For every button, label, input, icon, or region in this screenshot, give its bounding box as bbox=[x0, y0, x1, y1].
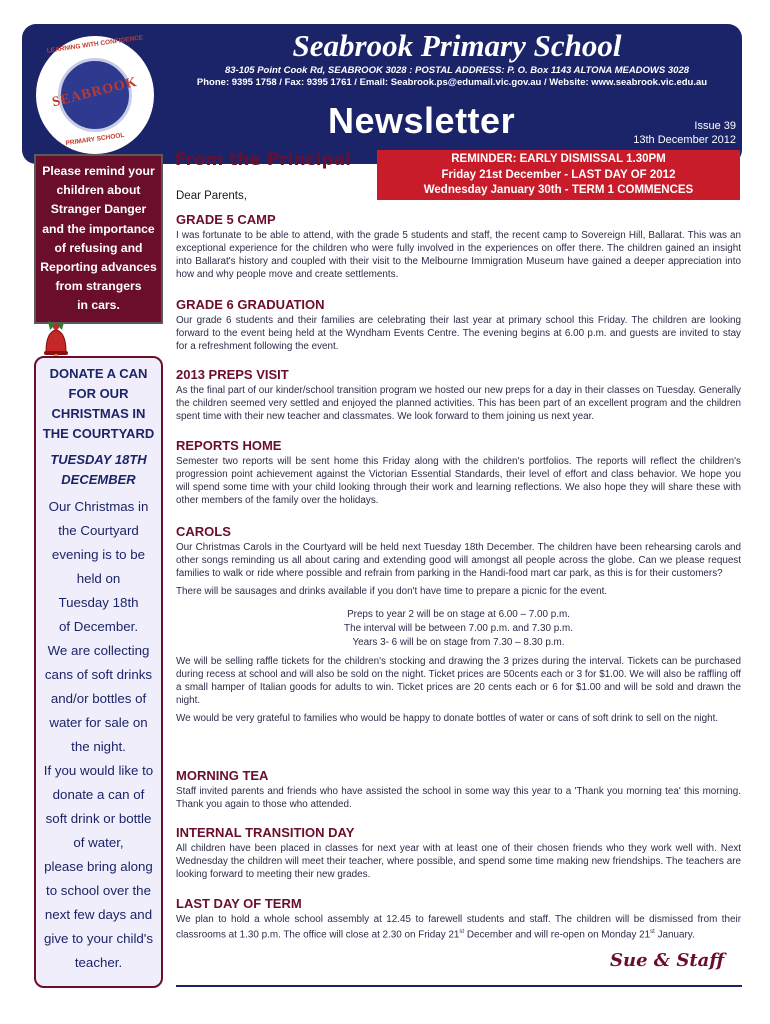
reminder-line: Wednesday January 30th - TERM 1 COMMENCES bbox=[423, 184, 694, 196]
donate-heading-line: FOR OUR bbox=[68, 386, 129, 401]
donate-body-line: Our Christmas in bbox=[48, 499, 149, 514]
last-day-text: December and will re-open on Monday 21 bbox=[464, 929, 651, 941]
section-title: CAROLS bbox=[176, 524, 231, 539]
reminder-line: REMINDER: EARLY DISMISSAL 1.30PM bbox=[451, 153, 666, 165]
section-text: Our grade 6 students and their families are celebrating their last year at primary school this Friday. The children are looking forward to the event being held at the Wyndham Events Centre. The evening begins at 6.00 p.m. and guests are invited to stay for a refreshment following the event. bbox=[176, 315, 741, 352]
carols-time: Preps to year 2 will be on stage at 6.00 – 7.00 p.m. bbox=[347, 609, 570, 620]
salutation: Dear Parents, bbox=[176, 190, 247, 202]
school-name: Seabrook Primary School bbox=[292, 28, 622, 63]
remind-line: Please remind your bbox=[42, 164, 155, 178]
section-text: We will be selling raffle tickets for the children's stocking and drawing the 3 prizes during the interval. Tickets can be purchased during recess at school and will also be sold on the night. Ticket prices are 50cents each or 3 for $1.00. We will also be raffling off a small hamper of Italian goods for adults to win. Ticket prices are 20 cents each or 6 for $1.00 and will be sold and drawn the night. bbox=[176, 656, 741, 706]
school-address: 83-105 Point Cook Rd, SEABROOK 3028 : POSTAL ADDRESS: P. O. Box 1143 ALTONA MEADOWS 3028 bbox=[224, 65, 690, 76]
section-title: GRADE 6 GRADUATION bbox=[176, 297, 325, 312]
issue-date: 13th December 2012 bbox=[633, 134, 736, 146]
carols-time: Years 3- 6 will be on stage from 7.30 – 8.30 p.m. bbox=[352, 637, 565, 648]
remind-line: of refusing and bbox=[54, 240, 143, 255]
section-text bbox=[176, 913, 741, 941]
principal-heading: From the Principal bbox=[175, 150, 352, 170]
section-title: 2013 PREPS VISIT bbox=[176, 367, 289, 382]
section-title: MORNING TEA bbox=[176, 768, 269, 783]
donate-body-line: teacher. bbox=[74, 955, 123, 970]
section-title: REPORTS HOME bbox=[176, 438, 282, 453]
donate-body-line: to school over the bbox=[46, 883, 151, 898]
section-carols bbox=[176, 524, 741, 725]
logo-subtitle: PRIMARY SCHOOL bbox=[65, 131, 125, 148]
last-day-text: January. bbox=[654, 929, 695, 941]
ordinal-suffix: st bbox=[459, 929, 465, 935]
donate-body-line: of December. bbox=[58, 619, 139, 634]
section-internal-transition bbox=[176, 825, 741, 881]
reminder-line: Friday 21st December - LAST DAY OF 2012 bbox=[441, 168, 676, 181]
remind-line: in cars. bbox=[77, 298, 120, 313]
section-text: Semester two reports will be sent home this Friday along with the children's portfolios. The reports will reflect the children's progression point achievement against the Victorian Essential Standards, their level of effort and class behavior. We hope you will spend some time with your child looking through their work and learning reflections. We also hope they will share these with other members of the family over the holidays. bbox=[176, 456, 741, 506]
school-contact: Phone: 9395 1758 / Fax: 9395 1761 / Email: Seabrook.ps@edumail.vic.gov.au / Website: www.seabrook.vic.edu.au bbox=[196, 77, 708, 88]
section-text: Our Christmas Carols in the Courtyard will be held next Tuesday 18th December. The children have been rehearsing carols and other songs reminding us all about caring and extending good will amongst all people across the globe. Can we please request families to walk or ride where possible and refrain from parking in the Handi-food mart car park, as this is for their customers? bbox=[176, 542, 741, 579]
donate-body-line: and/or bottles of bbox=[50, 691, 147, 706]
section-preps-visit bbox=[176, 367, 741, 423]
section-text: We would be very grateful to families who would be happy to donate bottles of water or cans of soft drink to sell on the night. bbox=[176, 713, 719, 724]
section-text: Staff invited parents and friends who have assisted the school in some way this year to a 'Thank you morning tea' this morning. Thank you again to those who attended. bbox=[176, 786, 741, 810]
section-title: GRADE 5 CAMP bbox=[176, 212, 276, 227]
section-morning-tea bbox=[176, 768, 741, 811]
donate-body-line: next few days and bbox=[44, 907, 153, 922]
donate-date-line: TUESDAY 18TH bbox=[50, 452, 147, 467]
donate-body-line: give to your child's bbox=[44, 931, 153, 946]
section-title: LAST DAY OF TERM bbox=[176, 896, 302, 911]
newsletter-title: Newsletter bbox=[328, 100, 516, 141]
carols-time: The interval will be between 7.00 p.m. and 7.30 p.m. bbox=[344, 623, 573, 634]
donate-can-box bbox=[34, 356, 163, 988]
section-grade6-graduation bbox=[176, 297, 741, 353]
section-title: INTERNAL TRANSITION DAY bbox=[176, 825, 355, 840]
section-text: I was fortunate to be able to attend, with the grade 5 students and staff, the recent camp to Sovereign Hill, Ballarat. This was an exceptional experience for the children who were fully involved in the experiences on offer there. The children gained an insight into Ballarat's history and coupled with their visit to the Melbourne Immigration Museum have gained a deeper appreciation into how and why people move and create settlements. bbox=[176, 230, 741, 280]
donate-body-line: held on bbox=[76, 571, 121, 586]
donate-body-line: We are collecting bbox=[47, 643, 150, 658]
section-grade5-camp bbox=[176, 212, 741, 281]
donate-date-line: DECEMBER bbox=[61, 472, 136, 487]
section-text: There will be sausages and drinks available if you don't have time to prepare a picnic for the event. bbox=[176, 586, 608, 597]
donate-body-line: soft drink or bottle bbox=[45, 811, 152, 826]
signature: Sue & Staff bbox=[610, 950, 725, 971]
donate-body-line: water for sale on bbox=[49, 715, 148, 730]
logo-name: SEABROOK bbox=[50, 74, 140, 111]
masthead bbox=[22, 24, 742, 164]
donate-body-line: the Courtyard bbox=[58, 523, 139, 538]
last-day-text: We plan to hold a whole school assembly at 12.45 to farewell students and staff. The children will be dismissed from their classrooms at 1.30 p.m. The office will close at 2.30 on Friday 21 bbox=[176, 914, 741, 941]
ordinal-suffix: st bbox=[650, 929, 655, 935]
section-last-day bbox=[176, 896, 741, 941]
donate-body-line: evening is to be bbox=[51, 547, 146, 562]
section-text: As the final part of our kinder/school transition program we hosted our new preps for a day in their classes on Tuesday. Generally the children seemed very settled and enjoyed the planned activities. This has been part of an excellent program and the children spent time with their new teacher and classmates. We look forward to them joining us next year. bbox=[176, 385, 741, 422]
donate-body-line: the night. bbox=[71, 739, 126, 754]
issue-number: Issue 39 bbox=[694, 120, 736, 132]
donate-body-line: donate a can of bbox=[52, 787, 145, 802]
logo-motto: LEARNING WITH CONFIDENCE bbox=[46, 34, 144, 55]
donate-heading-line: CHRISTMAS IN bbox=[51, 406, 146, 421]
stranger-danger-box bbox=[34, 154, 163, 324]
donate-body-line: cans of soft drinks bbox=[44, 667, 153, 682]
remind-line: Reporting advances bbox=[40, 260, 157, 275]
section-text: All children have been placed in classes for next year with at least one of their chosen friends who they work well with. Next Wednesday the children will meet their teacher, where possible, and spend some time making new friendships. The teachers are looking forward to meeting their new grades. bbox=[176, 843, 741, 880]
donate-body-line: please bring along bbox=[44, 859, 153, 874]
remind-line: children about bbox=[56, 183, 141, 198]
donate-heading-line: THE COURTYARD bbox=[42, 426, 155, 441]
remind-line: from strangers bbox=[55, 279, 142, 294]
school-logo bbox=[36, 36, 154, 154]
donate-heading-line: DONATE A CAN bbox=[49, 366, 148, 381]
remind-line: and the importance bbox=[42, 221, 155, 236]
early-dismissal-reminder bbox=[377, 150, 740, 200]
section-reports-home bbox=[176, 438, 741, 507]
donate-body-line: of water, bbox=[73, 835, 124, 850]
footer-divider bbox=[176, 985, 742, 987]
donate-body-line: If you would like to bbox=[43, 763, 154, 778]
donate-body-line: Tuesday 18th bbox=[58, 595, 139, 610]
remind-line: Stranger Danger bbox=[50, 202, 147, 217]
